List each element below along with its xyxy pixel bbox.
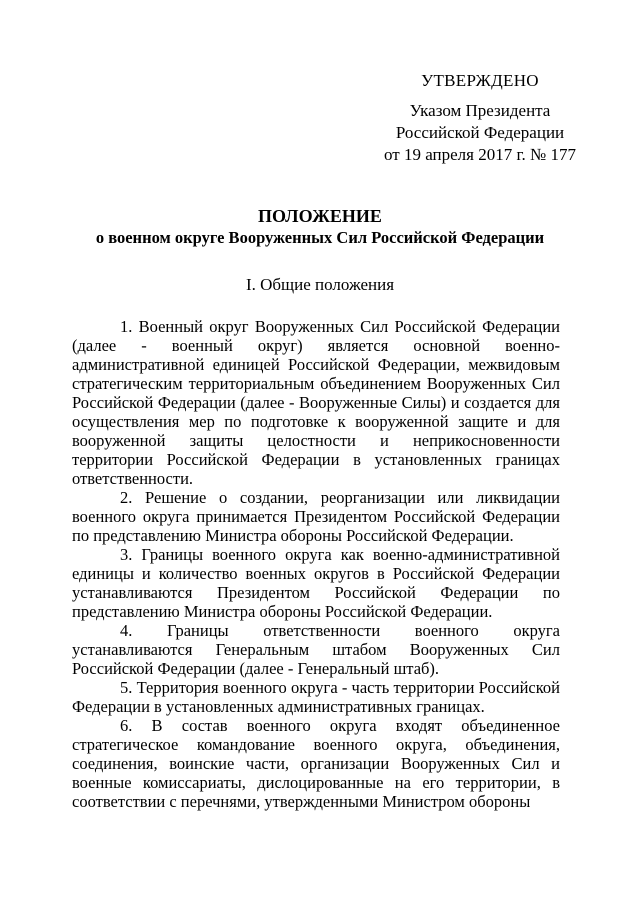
paragraph-6: 6. В состав военного округа входят объединенное стратегическое командование военного округа, объединения, соединения, воинские части, организации Вооруженных Сил и военные комиссариаты, дислоцированные на его территории, в соответствии с перечнями, утвержденными Министром обороны [72,716,560,811]
section-heading: I. Общие положения [245,275,395,294]
paragraph-2: 2. Решение о создании, реорганизации или ликвидации военного округа принимается Президентом Российской Федерации по представлению Министра обороны Российской Федерации. [72,488,560,545]
approval-line-1: Указом Президента [409,101,551,120]
paragraph-5: 5. Территория военного округа - часть территории Российской Федерации в установленных административных границах. [72,678,560,716]
approval-stamp [370,70,590,166]
document-title-block [70,205,570,249]
paragraph-4: 4. Границы ответственности военного округа устанавливаются Генеральным штабом Вооруженных Сил Российской Федерации (далее - Генеральный штаб). [72,621,560,678]
document-subtitle: о военном округе Вооруженных Сил Российской Федерации [95,228,545,247]
approved-label: УТВЕРЖДЕНО [421,71,539,90]
approval-line-2: Российской Федерации [395,123,565,142]
document-title: ПОЛОЖЕНИЕ [258,206,382,226]
paragraph-3: 3. Границы военного округа как военно-административной единицы и количество военных округов в Российской Федерации устанавливаются Президентом Российской Федерации по представлению Министра обороны Российской Федерации. [72,545,560,621]
document-body [72,317,560,811]
approval-line-3: от 19 апреля 2017 г. № 177 [384,145,576,164]
paragraph-1: 1. Военный округ Вооруженных Сил Российской Федерации (далее - военный округ) является основной военно-административной единицей Российской Федерации, межвидовым стратегическим территориальным объединением Вооруженных Сил Российской Федерации (далее - Вооруженные Силы) и создается для осуществления мер по подготовке к вооруженной защите и для вооруженной защиты целостности и неприкосновенности территории Российской Федерации в установленных границах ответственности. [72,317,560,488]
